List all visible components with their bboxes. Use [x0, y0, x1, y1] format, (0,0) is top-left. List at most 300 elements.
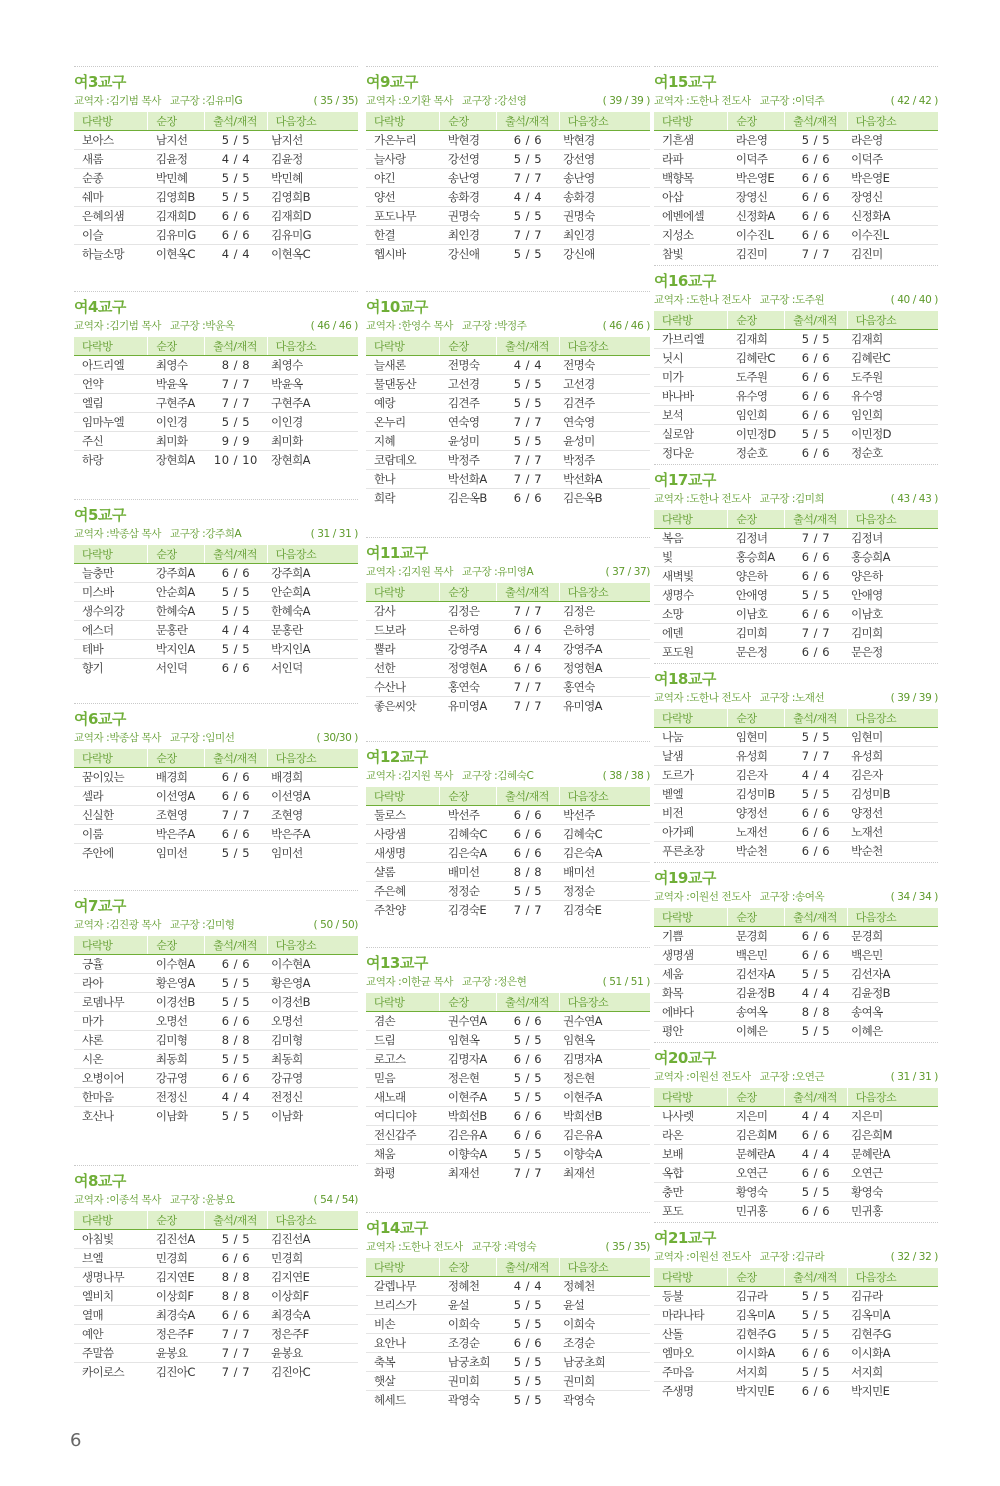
group-name: 보석: [654, 406, 728, 425]
group-name: 좋은씨앗: [374, 699, 417, 713]
cell-leader: 윤설: [440, 1296, 497, 1315]
next-place: 홍연숙: [559, 678, 650, 697]
table-row: [366, 150, 650, 169]
header-cell-group: 다락방: [74, 112, 148, 131]
group-name: 라아: [74, 974, 148, 993]
table-row: [654, 842, 938, 861]
header-cell-attendance: 출석/재적: [205, 545, 267, 564]
next-place: 장영신: [847, 188, 938, 207]
leader-name: 박정주: [497, 320, 527, 332]
header-cell-group: 다락방: [366, 337, 440, 356]
attendance-total: ( 32 / 32 ): [890, 1251, 938, 1263]
attendance-total: ( 51 / 51 ): [602, 976, 650, 988]
next-place: 김명자A: [559, 1050, 650, 1069]
evangelist-name: 김지원 목사: [401, 566, 453, 578]
attendance: 7 / 7: [205, 1325, 267, 1344]
attendance: 5 / 5: [497, 1088, 559, 1107]
next-place: 정은현: [559, 1069, 650, 1088]
cell-leader: 조현영: [148, 806, 205, 825]
table-row: [654, 1164, 938, 1183]
attendance: 5 / 5: [785, 1287, 847, 1306]
column-right: [654, 66, 938, 1400]
group-name: 닛시: [654, 349, 728, 368]
next-place: 강주희A: [267, 564, 358, 583]
cell-leader: 송여옥: [728, 1003, 785, 1022]
cell-leader: 지은미: [728, 1107, 785, 1126]
table-row: [74, 1230, 358, 1249]
attendance: 8 / 8: [497, 863, 559, 882]
table-row: [366, 602, 650, 621]
next-place: 최영수: [267, 356, 358, 375]
leader-label: 교구장 :: [169, 528, 206, 540]
table-row: [74, 1287, 358, 1306]
group-name: 이룸: [74, 825, 148, 844]
group-name: 드보라: [366, 621, 440, 640]
attendance: 6 / 6: [205, 564, 267, 583]
attendance: 9 / 9: [205, 432, 267, 451]
attendance: 7 / 7: [205, 394, 267, 413]
header-cell-next-place: 다음장소: [847, 112, 938, 131]
table-header-row: [74, 545, 358, 564]
district-title: 여10교구: [366, 298, 428, 316]
district-table: [74, 1211, 358, 1381]
table-row: [366, 1107, 650, 1126]
district-group: [74, 1165, 358, 1381]
cell-leader: 황영숙: [728, 1183, 785, 1202]
attendance: 7 / 7: [497, 413, 559, 432]
next-place: 정은주F: [267, 1325, 358, 1344]
district-info: [366, 318, 650, 335]
group-name: 화목: [654, 984, 728, 1003]
district-info: [366, 564, 650, 581]
district-group: [74, 703, 358, 862]
table-row: [366, 356, 650, 375]
cell-leader: 조경순: [440, 1334, 497, 1353]
district-title: 여9교구: [366, 73, 418, 91]
table-row: [654, 586, 938, 605]
attendance: 6 / 6: [205, 787, 267, 806]
group-name: 가브리엘: [654, 330, 728, 349]
header-cell-leader: 순장: [728, 1268, 785, 1287]
cell-leader: 곽영숙: [447, 1393, 480, 1407]
cell-leader: 장현희A: [155, 453, 195, 467]
group-name: 새노래: [366, 1088, 440, 1107]
leader-label: 교구장 :: [759, 891, 796, 903]
group-name: 드림: [366, 1031, 440, 1050]
table-header-row: [74, 112, 358, 131]
cell-leader: 김정녀: [728, 529, 785, 548]
group-name: 사랑샘: [366, 825, 440, 844]
leader-name: 임미선: [205, 732, 235, 744]
next-place: 최동희: [267, 1050, 358, 1069]
group-name: 기쁨: [654, 927, 728, 946]
evangelist-label: 교역자 :: [366, 1241, 402, 1253]
header-cell-next-place: 다음장소: [559, 337, 650, 356]
district-table: [654, 112, 938, 263]
evangelist-label: 교역자 :: [74, 1194, 110, 1206]
table-row: [654, 1363, 938, 1382]
attendance: 4 / 4: [205, 621, 267, 640]
header-cell-next-place: 다음장소: [847, 1088, 938, 1107]
table-row: [74, 451, 358, 470]
evangelist-label: 교역자 :: [366, 320, 402, 332]
next-place: 이현옥C: [271, 247, 311, 261]
attendance: 5 / 5: [785, 131, 847, 150]
attendance: 6 / 6: [497, 131, 559, 150]
attendance-total: ( 43 / 43 ): [890, 493, 938, 505]
attendance: 5 / 5: [785, 1306, 847, 1325]
group-name: 브엘: [74, 1249, 148, 1268]
group-name: 순종: [74, 169, 148, 188]
attendance: 8 / 8: [205, 356, 267, 375]
table-row: [654, 548, 938, 567]
header-cell-attendance: 출석/재적: [785, 709, 847, 728]
attendance: 5 / 5: [497, 1315, 559, 1334]
attendance: 7 / 7: [513, 903, 543, 917]
evangelist-name: 박종삼 목사: [109, 732, 161, 744]
attendance: 6 / 6: [785, 169, 847, 188]
attendance: 5 / 5: [785, 586, 847, 605]
attendance: 7 / 7: [497, 226, 559, 245]
leader-name: 강주희A: [205, 528, 242, 540]
group-name: 예랑: [366, 394, 440, 413]
cell-leader: 고선경: [440, 375, 497, 394]
group-name: 보배: [654, 1145, 728, 1164]
attendance: 5 / 5: [513, 247, 543, 261]
attendance: 6 / 6: [801, 446, 831, 460]
header-cell-group: 다락방: [654, 311, 728, 330]
cell-leader: 홍승희A: [728, 548, 785, 567]
attendance: 5 / 5: [205, 169, 267, 188]
attendance: 7 / 7: [785, 624, 847, 643]
district-info: [74, 1192, 358, 1209]
district-table: [654, 1088, 938, 1220]
attendance: 5 / 5: [497, 1145, 559, 1164]
header-cell-attendance: 출석/재적: [497, 583, 559, 602]
group-name: 신실한: [74, 806, 148, 825]
group-name: 포도나무: [366, 207, 440, 226]
header-cell-next-place: 다음장소: [559, 787, 650, 806]
table-header-row: [366, 337, 650, 356]
group-name: 한나: [366, 470, 440, 489]
district-title: 여14교구: [366, 1219, 428, 1237]
next-place: 안애영: [847, 586, 938, 605]
group-name: 감사: [366, 602, 440, 621]
leader-name: 오연근: [795, 1071, 825, 1083]
attendance: 4 / 4: [205, 1088, 267, 1107]
group-name: 백향목: [654, 169, 728, 188]
next-place: 장현희A: [271, 453, 310, 467]
group-name: 믿음: [366, 1069, 440, 1088]
header-cell-leader: 순장: [148, 1211, 205, 1230]
district-table: [74, 545, 358, 677]
header-cell-attendance: 출석/재적: [205, 749, 267, 768]
table-row: [366, 1296, 650, 1315]
next-place: 김윤정: [267, 150, 358, 169]
attendance: 6 / 6: [205, 1069, 267, 1088]
district-info: [654, 1249, 938, 1266]
leader-label: 교구장 :: [759, 692, 796, 704]
table-header-row: [366, 112, 650, 131]
district-info: [74, 318, 358, 335]
group-name: 에스더: [74, 621, 148, 640]
next-place: 서지희: [847, 1363, 938, 1382]
group-name: 임마누엘: [74, 413, 148, 432]
table-row: [74, 432, 358, 451]
table-row: [366, 188, 650, 207]
cell-leader: 노재선: [728, 823, 785, 842]
group-name: 아침빛: [74, 1230, 148, 1249]
table-row: [74, 974, 358, 993]
group-name: 한결: [366, 226, 440, 245]
next-place: 김정녀: [847, 529, 938, 548]
cell-leader: 김미희: [728, 624, 785, 643]
next-place: 김혜숙C: [559, 825, 650, 844]
attendance: 6 / 6: [801, 1384, 831, 1398]
group-name: 생명수: [654, 586, 728, 605]
header-cell-next-place: 다음장소: [267, 112, 358, 131]
table-row: [654, 1107, 938, 1126]
header-cell-attendance: 출석/재적: [497, 787, 559, 806]
table-row: [366, 621, 650, 640]
next-place: 라은영: [847, 131, 938, 150]
group-name: 실로암: [654, 425, 728, 444]
group-name: 나사렛: [654, 1107, 728, 1126]
group-name: 여디디야: [366, 1107, 440, 1126]
table-row: [74, 1325, 358, 1344]
next-place: 정혜천: [559, 1277, 650, 1296]
group-name: 에바다: [654, 1003, 728, 1022]
attendance-total: ( 37 / 37): [605, 566, 650, 578]
group-name: 늘충만: [74, 564, 148, 583]
attendance: 6 / 6: [785, 387, 847, 406]
table-row: [74, 413, 358, 432]
next-place: 김현주G: [847, 1325, 938, 1344]
header-cell-leader: 순장: [148, 545, 205, 564]
table-row: [654, 406, 938, 425]
evangelist-name: 이원선 전도사: [689, 1071, 751, 1083]
header-cell-leader: 순장: [148, 337, 205, 356]
table-header-row: [366, 1258, 650, 1277]
group-name: 둘로스: [366, 806, 440, 825]
leader-label: 교구장 :: [461, 770, 498, 782]
table-row: [654, 1003, 938, 1022]
group-name: 산돌: [654, 1325, 728, 1344]
table-row: [366, 659, 650, 678]
district-group: [654, 464, 938, 661]
group-name: 온누리: [366, 413, 440, 432]
table-row: [74, 150, 358, 169]
header-cell-group: 다락방: [654, 908, 728, 927]
attendance: 6 / 6: [497, 1050, 559, 1069]
district-info: [654, 889, 938, 906]
next-place: 최재선: [563, 1166, 595, 1180]
cell-leader: 김유미G: [148, 226, 205, 245]
attendance: 6 / 6: [497, 844, 559, 863]
header-cell-next-place: 다음장소: [267, 749, 358, 768]
cell-leader: 이현옥C: [155, 247, 195, 261]
next-place: 오명선: [267, 1012, 358, 1031]
group-name: 세움: [654, 965, 728, 984]
table-row: [366, 451, 650, 470]
header-cell-leader: 순장: [728, 311, 785, 330]
district-title: 여3교구: [74, 73, 126, 91]
header-cell-attendance: 출석/재적: [785, 311, 847, 330]
header-cell-next-place: 다음장소: [267, 545, 358, 564]
leader-name: 이덕주: [795, 95, 825, 107]
table-row: [654, 643, 938, 662]
cell-leader: 이덕주: [728, 150, 785, 169]
table-row: [366, 207, 650, 226]
attendance: 7 / 7: [513, 1166, 543, 1180]
attendance-total: ( 34 / 34 ): [890, 891, 938, 903]
header-cell-attendance: 출석/재적: [785, 112, 847, 131]
next-place: 임현옥: [559, 1031, 650, 1050]
attendance: 6 / 6: [205, 1306, 267, 1325]
group-name: 라파: [654, 150, 728, 169]
next-place: 박민혜: [267, 169, 358, 188]
leader-name: 김규라: [795, 1251, 825, 1263]
group-name: 바나바: [654, 387, 728, 406]
next-place: 김정은: [559, 602, 650, 621]
table-row: [654, 624, 938, 643]
attendance: 7 / 7: [205, 375, 267, 394]
header-cell-attendance: 출석/재적: [785, 510, 847, 529]
district-table: [366, 1258, 650, 1409]
table-row: [366, 1391, 650, 1410]
next-place: 권수연A: [559, 1012, 650, 1031]
cell-leader: 배미선: [440, 863, 497, 882]
table-row: [74, 621, 358, 640]
evangelist-name: 이종석 목사: [109, 1194, 161, 1206]
district-group: [74, 890, 358, 1125]
next-place: 박희선B: [559, 1107, 650, 1126]
next-place: 송여옥: [847, 1003, 938, 1022]
table-row: [74, 207, 358, 226]
cell-leader: 김혜란C: [728, 349, 785, 368]
attendance: 7 / 7: [497, 470, 559, 489]
attendance: 6 / 6: [497, 806, 559, 825]
cell-leader: 안애영: [728, 586, 785, 605]
header-cell-group: 다락방: [654, 1088, 728, 1107]
next-place: 양은하: [847, 567, 938, 586]
group-name: 주말씀: [74, 1344, 148, 1363]
next-place: 김영희B: [267, 188, 358, 207]
cell-leader: 최미화: [148, 432, 205, 451]
header-cell-leader: 순장: [728, 510, 785, 529]
group-name: 마가: [74, 1012, 148, 1031]
next-place: 서인덕: [271, 661, 303, 675]
cell-leader: 김현주G: [728, 1325, 785, 1344]
cell-leader: 남궁초희: [440, 1353, 497, 1372]
next-place: 김진아C: [271, 1365, 311, 1379]
header-cell-group: 다락방: [74, 749, 148, 768]
group-name: 정다운: [662, 446, 694, 460]
table-row: [654, 330, 938, 349]
cell-leader: 김진선A: [148, 1230, 205, 1249]
next-place: 이덕주: [847, 150, 938, 169]
next-place: 김윤정B: [847, 984, 938, 1003]
attendance: 6 / 6: [497, 1126, 559, 1145]
cell-leader: 연숙영: [440, 413, 497, 432]
attendance: 5 / 5: [205, 640, 267, 659]
cell-leader: 김규라: [728, 1287, 785, 1306]
table-row: [74, 394, 358, 413]
cell-leader: 이수현A: [148, 955, 205, 974]
next-place: 이시화A: [847, 1344, 938, 1363]
attendance: 5 / 5: [205, 413, 267, 432]
group-name: 빛: [654, 548, 728, 567]
district-info: [74, 730, 358, 747]
table-row: [366, 678, 650, 697]
cell-leader: 박선주: [440, 806, 497, 825]
evangelist-name: 박종삼 목사: [109, 528, 161, 540]
attendance: 5 / 5: [497, 432, 559, 451]
group-name: 푸른초장: [662, 844, 705, 858]
attendance: 5 / 5: [801, 1024, 831, 1038]
cell-leader: 홍연숙: [440, 678, 497, 697]
table-header-row: [366, 993, 650, 1012]
cell-leader: 김은유A: [440, 1126, 497, 1145]
cell-leader: 박순천: [735, 844, 768, 858]
table-row: [654, 804, 938, 823]
group-name: 주안에: [82, 846, 114, 860]
evangelist-label: 교역자 :: [366, 566, 402, 578]
cell-leader: 전명숙: [440, 356, 497, 375]
header-cell-leader: 순장: [440, 993, 497, 1012]
next-place: 최미화: [267, 432, 358, 451]
leader-name: 유미영A: [497, 566, 534, 578]
table-row: [654, 1344, 938, 1363]
next-place: 안순희A: [267, 583, 358, 602]
attendance: 6 / 6: [205, 825, 267, 844]
next-place: 민경희: [267, 1249, 358, 1268]
district-group: [654, 265, 938, 462]
attendance-total: ( 42 / 42 ): [890, 95, 938, 107]
group-name: 이슬: [74, 226, 148, 245]
attendance: 5 / 5: [785, 425, 847, 444]
cell-leader: 문경희: [728, 927, 785, 946]
next-place: 배미선: [559, 863, 650, 882]
group-name: 호산나: [82, 1109, 114, 1123]
group-name: 주생명: [662, 1384, 694, 1398]
group-name: 가온누리: [366, 131, 440, 150]
cell-leader: 박윤옥: [148, 375, 205, 394]
attendance: 5 / 5: [497, 207, 559, 226]
group-name: 아삽: [654, 188, 728, 207]
table-row: [654, 605, 938, 624]
cell-leader: 김견주: [440, 394, 497, 413]
attendance: 8 / 8: [785, 1003, 847, 1022]
attendance-total: ( 50 / 50): [313, 919, 358, 931]
district-group: [366, 537, 650, 715]
next-place: 김규라: [847, 1287, 938, 1306]
table-row: [654, 444, 938, 463]
leader-name: 김유미G: [205, 95, 243, 107]
district-info: [654, 292, 938, 309]
attendance: 4 / 4: [221, 247, 251, 261]
next-place: 박은영E: [847, 169, 938, 188]
attendance: 6 / 6: [785, 605, 847, 624]
next-place: 김미희: [847, 624, 938, 643]
attendance: 5 / 5: [205, 1230, 267, 1249]
evangelist-name: 도한나 전도사: [401, 1241, 463, 1253]
attendance: 4 / 4: [497, 640, 559, 659]
group-name: 주마음: [654, 1363, 728, 1382]
district-table: [654, 709, 938, 860]
header-cell-next-place: 다음장소: [559, 112, 650, 131]
leader-label: 교구장 :: [759, 1071, 796, 1083]
